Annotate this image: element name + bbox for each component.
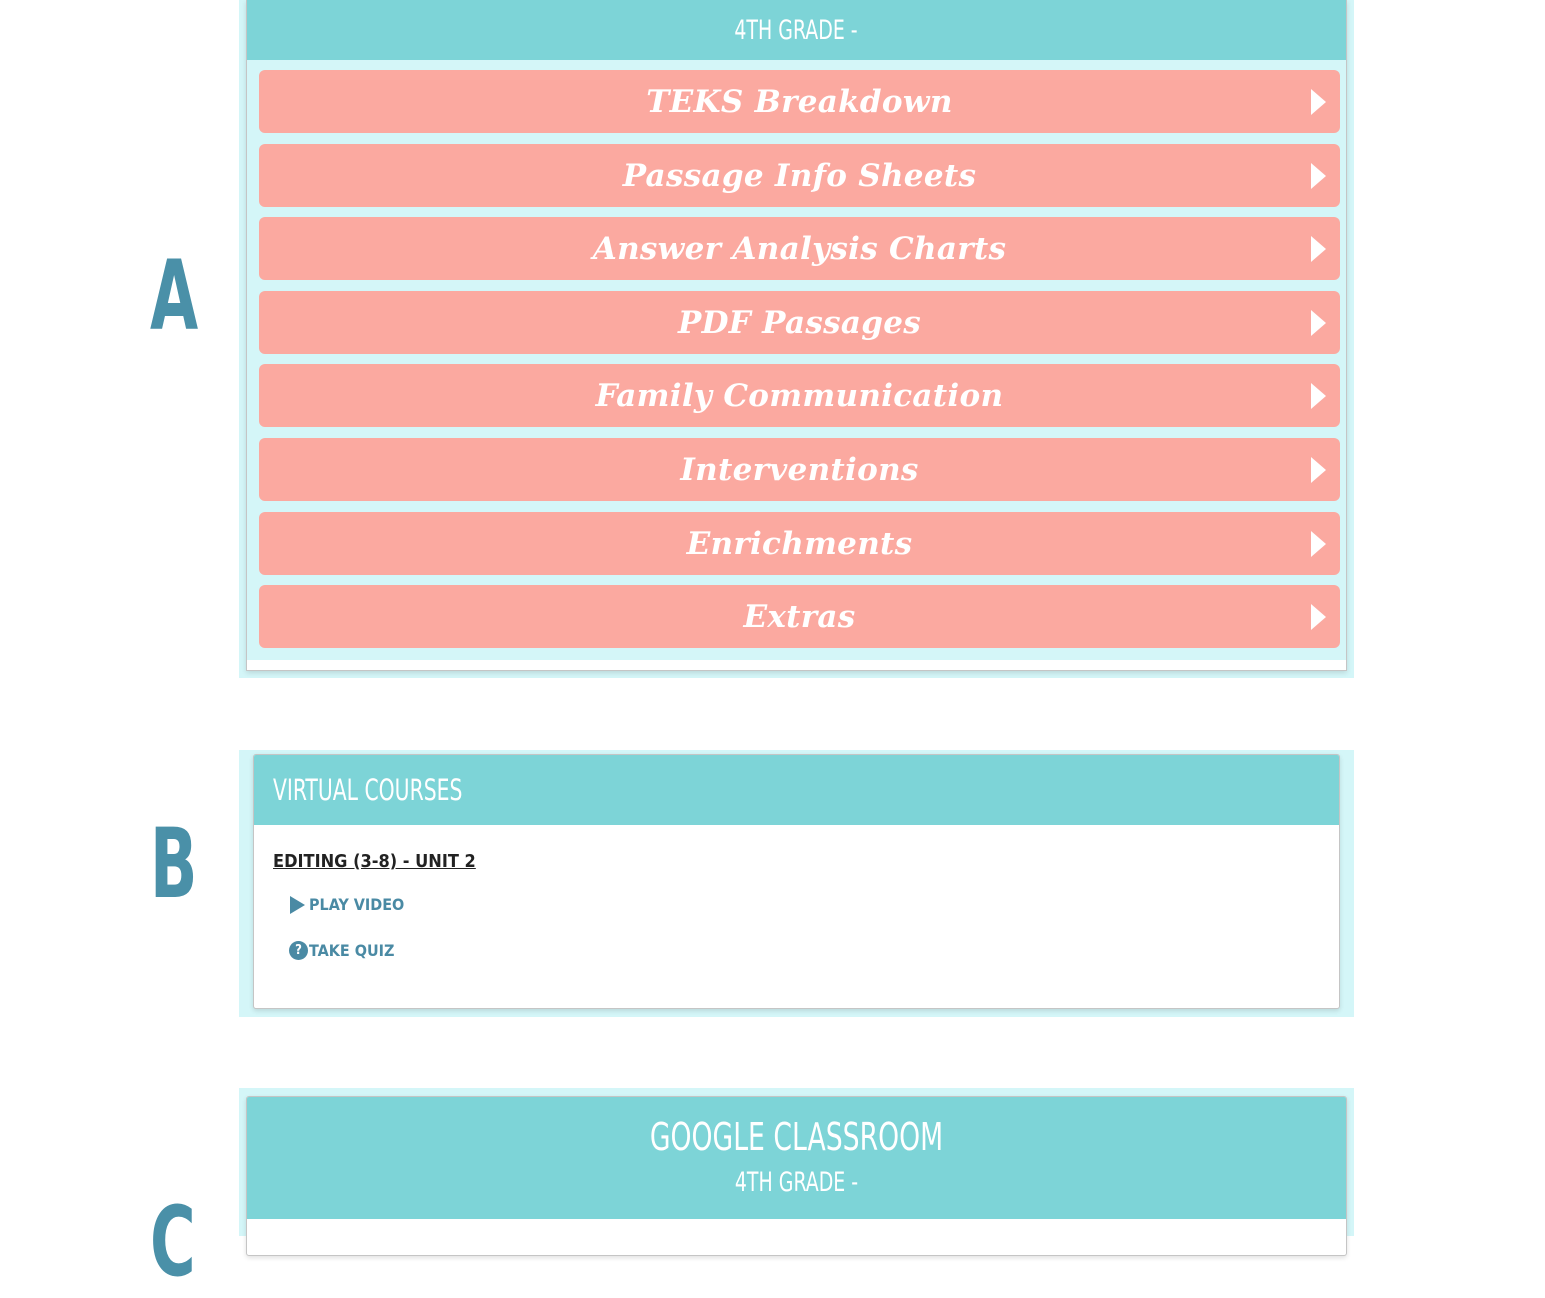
passage-info-sheets-label: Passage Info Sheets — [622, 157, 977, 194]
passage-info-sheets-button[interactable] — [259, 144, 1340, 207]
play-arrow-icon — [1311, 236, 1326, 262]
virtual-courses-header — [254, 755, 1339, 825]
section-a-header — [247, 0, 1346, 60]
play-arrow-icon — [1311, 163, 1326, 189]
play-video-link[interactable] — [289, 895, 404, 914]
interventions-label: Interventions — [680, 451, 919, 488]
teks-breakdown-button[interactable] — [259, 70, 1340, 133]
section-a-frame — [239, 0, 1354, 678]
virtual-courses-panel — [253, 754, 1340, 1009]
take-quiz-label: TAKE QUIZ — [309, 941, 395, 960]
google-classroom-header — [247, 1097, 1346, 1219]
answer-analysis-charts-button[interactable] — [259, 217, 1340, 280]
extras-button[interactable] — [259, 585, 1340, 648]
play-arrow-icon — [1311, 89, 1326, 115]
question-circle-icon: ? — [289, 941, 308, 960]
play-arrow-icon — [1311, 310, 1326, 336]
play-icon — [289, 896, 305, 914]
section-a-letter: A — [150, 240, 199, 352]
play-arrow-icon — [1311, 531, 1326, 557]
play-arrow-icon — [1311, 383, 1326, 409]
section-b-frame — [239, 750, 1354, 1017]
section-a-panel — [246, 0, 1347, 671]
section-c-letter: C — [150, 1186, 196, 1298]
enrichments-label: Enrichments — [686, 525, 913, 562]
google-classroom-panel — [246, 1096, 1347, 1256]
family-communication-button[interactable] — [259, 364, 1340, 427]
take-quiz-link[interactable] — [289, 941, 394, 960]
extras-label: Extras — [743, 598, 856, 635]
teks-breakdown-label: TEKS Breakdown — [646, 83, 953, 120]
family-communication-label: Family Communication — [595, 377, 1004, 414]
section-a-header-text: 4TH GRADE - — [734, 14, 859, 46]
google-classroom-title: GOOGLE CLASSROOM — [649, 1115, 944, 1159]
virtual-courses-title: VIRTUAL COURSES — [273, 773, 463, 807]
play-arrow-icon — [1311, 457, 1326, 483]
google-classroom-subtitle: 4TH GRADE - — [734, 1167, 859, 1198]
section-b-letter: B — [150, 808, 198, 920]
section-c-frame — [239, 1088, 1354, 1236]
play-arrow-icon — [1311, 604, 1326, 630]
enrichments-button[interactable] — [259, 512, 1340, 575]
interventions-button[interactable] — [259, 438, 1340, 501]
pdf-passages-button[interactable] — [259, 291, 1340, 354]
resource-button-list — [247, 60, 1346, 660]
pdf-passages-label: PDF Passages — [677, 304, 921, 341]
course-title-link[interactable]: EDITING (3-8) - UNIT 2 — [273, 851, 476, 872]
answer-analysis-charts-label: Answer Analysis Charts — [592, 230, 1007, 267]
play-video-label: PLAY VIDEO — [309, 895, 405, 914]
